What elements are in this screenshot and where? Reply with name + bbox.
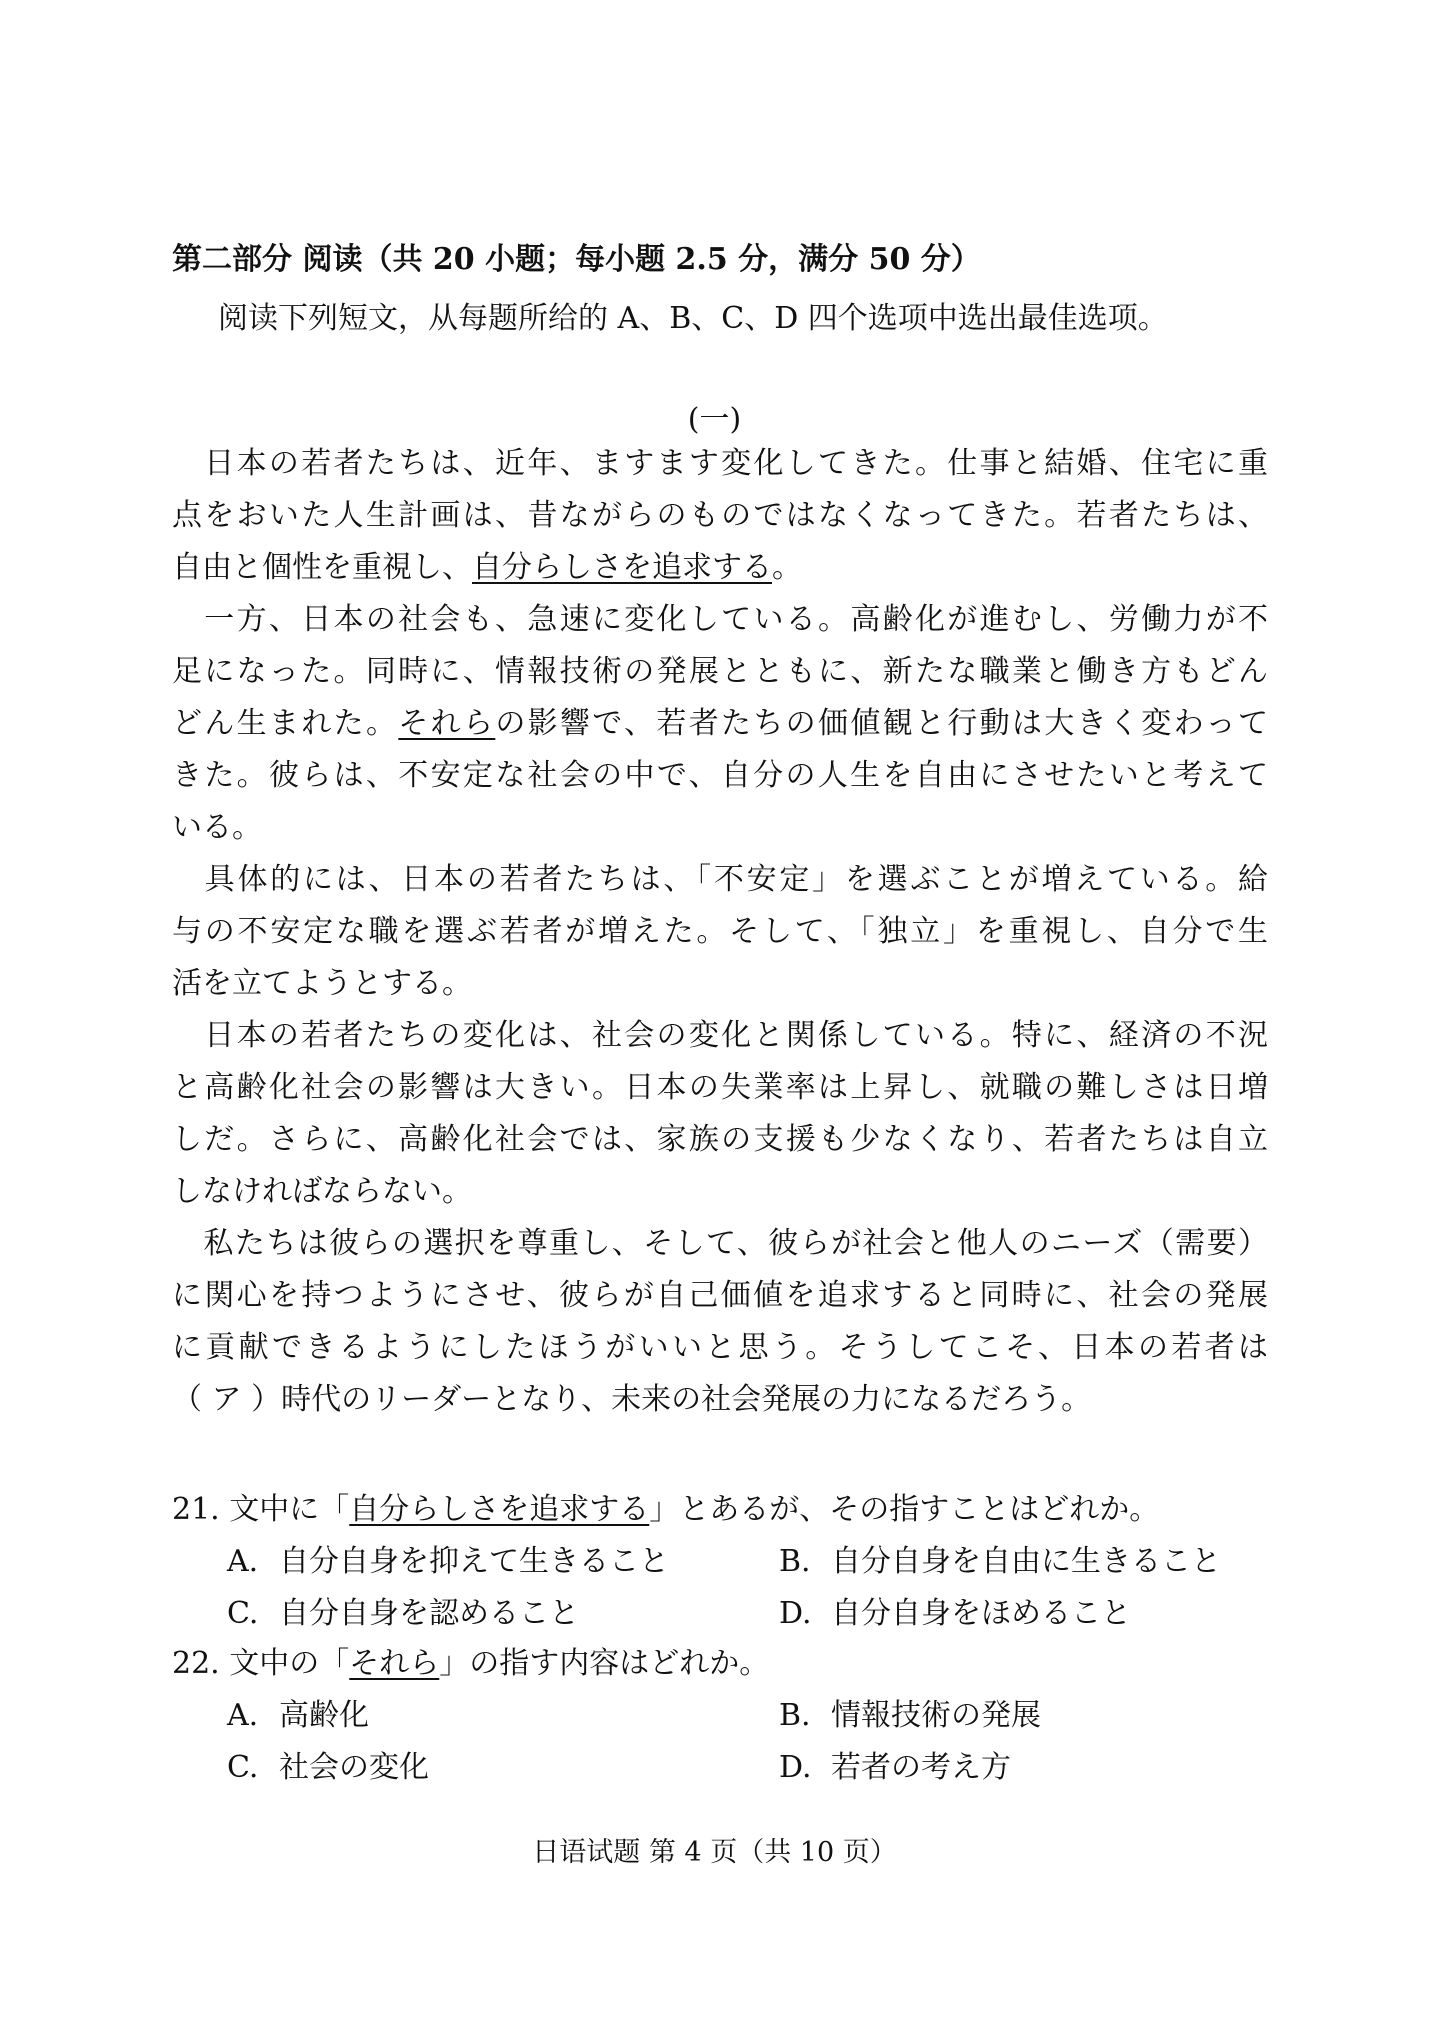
page-footer: 日语试题 第 4 页（共 10 页） [532,1837,897,1868]
passage-line [172,704,1268,744]
option-text: 自分自身をほめること [831,1596,1131,1631]
text-segment: きた。彼らは、不安定な社会の中で、自分の人生を自由にさせたいと考えて [172,758,1268,793]
passage-line [172,912,1268,952]
text-segment: に貢献できるようにしたほうがいいと思う。そうしてこそ、日本の若者は [172,1330,1268,1365]
text-segment: （ ア ）時代のリーダーとなり、未来の社会発展の力になるだろう。 [172,1382,1092,1417]
text-segment: 。 [772,550,802,585]
passage-line [172,1380,1268,1420]
passage-line [172,1224,1268,1264]
text-segment: どん生まれた。 [172,706,399,741]
question-stem [172,1638,769,1682]
text-segment: に関心を持つようにさせ、彼らが自己価値を追求すると同時に、社会の発展 [172,1278,1268,1313]
passage-line [172,1016,1268,1056]
answer-option [779,1742,1011,1786]
answer-option [227,1536,669,1580]
text-segment: しだ。さらに、高齢化社会では、家族の支援も少なくなり、若者たちは自立 [172,1122,1268,1157]
passage-line [172,1068,1268,1108]
passage-line [172,964,1268,1004]
passage-line [172,548,1268,588]
text-segment: 22. 文中の「 [172,1646,350,1681]
passage-line [172,1120,1268,1160]
answer-option [227,1588,579,1632]
option-text: 高齢化 [279,1698,369,1733]
passage-line [172,860,1268,900]
text-segment: 与の不安定な職を選ぶ若者が増えた。そして、「独立」を重視し、自分で生 [172,914,1268,949]
option-text: 自分自身を認めること [279,1596,579,1631]
passage-line [172,652,1268,692]
option-text: 若者の考え方 [831,1750,1011,1785]
text-segment: いる。 [172,810,262,845]
text-segment: 点をおいた人生計画は、昔ながらのものではなくなってきた。若者たちは、 [172,498,1268,533]
passage-line [172,1172,1268,1212]
option-letter: D. [779,1750,812,1785]
passage-line [172,1276,1268,1316]
option-letter: D. [779,1596,812,1631]
passage-line [172,600,1268,640]
passage-line [172,1328,1268,1368]
answer-option [779,1690,1041,1734]
passage-line [172,756,1268,796]
text-segment: 具体的には、日本の若者たちは、「不安定」を選ぶことが増えている。給 [172,862,1268,897]
text-segment: 」とあるが、その指すことはどれか。 [649,1492,1160,1527]
answer-option [779,1536,1221,1580]
option-letter: A. [227,1698,259,1733]
option-letter: B. [779,1698,811,1733]
answer-option [227,1690,369,1734]
text-segment: 私たちは彼らの選択を尊重し、そして、彼らが社会と他人のニーズ（需要） [172,1226,1268,1261]
text-segment: と高齢化社会の影響は大きい。日本の失業率は上昇し、就職の難しさは日増 [172,1070,1268,1105]
option-letter: A. [227,1544,259,1579]
option-letter: C. [227,1596,259,1631]
text-segment: 足になった。同時に、情報技術の発展とともに、新たな職業と働き方もどん [172,654,1268,689]
text-segment: 」の指す内容はどれか。 [439,1646,770,1681]
text-segment: 日本の若者たちの変化は、社会の変化と関係している。特に、経済の不況 [172,1018,1268,1053]
passage-line [172,808,1268,848]
underlined-text: 自分らしさを追求する [472,550,772,585]
text-segment: 一方、日本の社会も、急速に変化している。高齢化が進むし、労働力が不 [172,602,1268,637]
passage-number: (一) [687,402,742,437]
passage-line [172,444,1268,484]
option-text: 自分自身を自由に生きること [831,1544,1221,1579]
text-segment: 活を立てようとする。 [172,966,472,1001]
underlined-text: それら [349,1646,440,1681]
text-segment: しなければならない。 [172,1174,472,1209]
text-segment: 21. 文中に「 [172,1492,350,1527]
option-text: 情報技術の発展 [831,1698,1041,1733]
text-segment: 自由と個性を重視し、 [172,550,472,585]
text-segment: の影響で、若者たちの価値観と行動は大きく変わって [495,706,1269,741]
answer-option [227,1742,429,1786]
section-heading: 第二部分 阅读（共 20 小题；每小题 2.5 分，满分 50 分） [172,242,981,277]
option-text: 自分自身を抑えて生きること [279,1544,669,1579]
option-letter: B. [779,1544,811,1579]
text-segment: 日本の若者たちは、近年、ますます変化してきた。仕事と結婚、住宅に重 [172,446,1268,481]
instructions: 阅读下列短文，从每题所给的 A、B、C、D 四个选项中选出最佳选项。 [218,301,1168,336]
question-stem [172,1484,1159,1528]
option-letter: C. [227,1750,259,1785]
underlined-text: それら [398,706,496,741]
option-text: 社会の変化 [279,1750,429,1785]
passage-line [172,496,1268,536]
underlined-text: 自分らしさを追求する [349,1492,650,1527]
answer-option [779,1588,1131,1632]
